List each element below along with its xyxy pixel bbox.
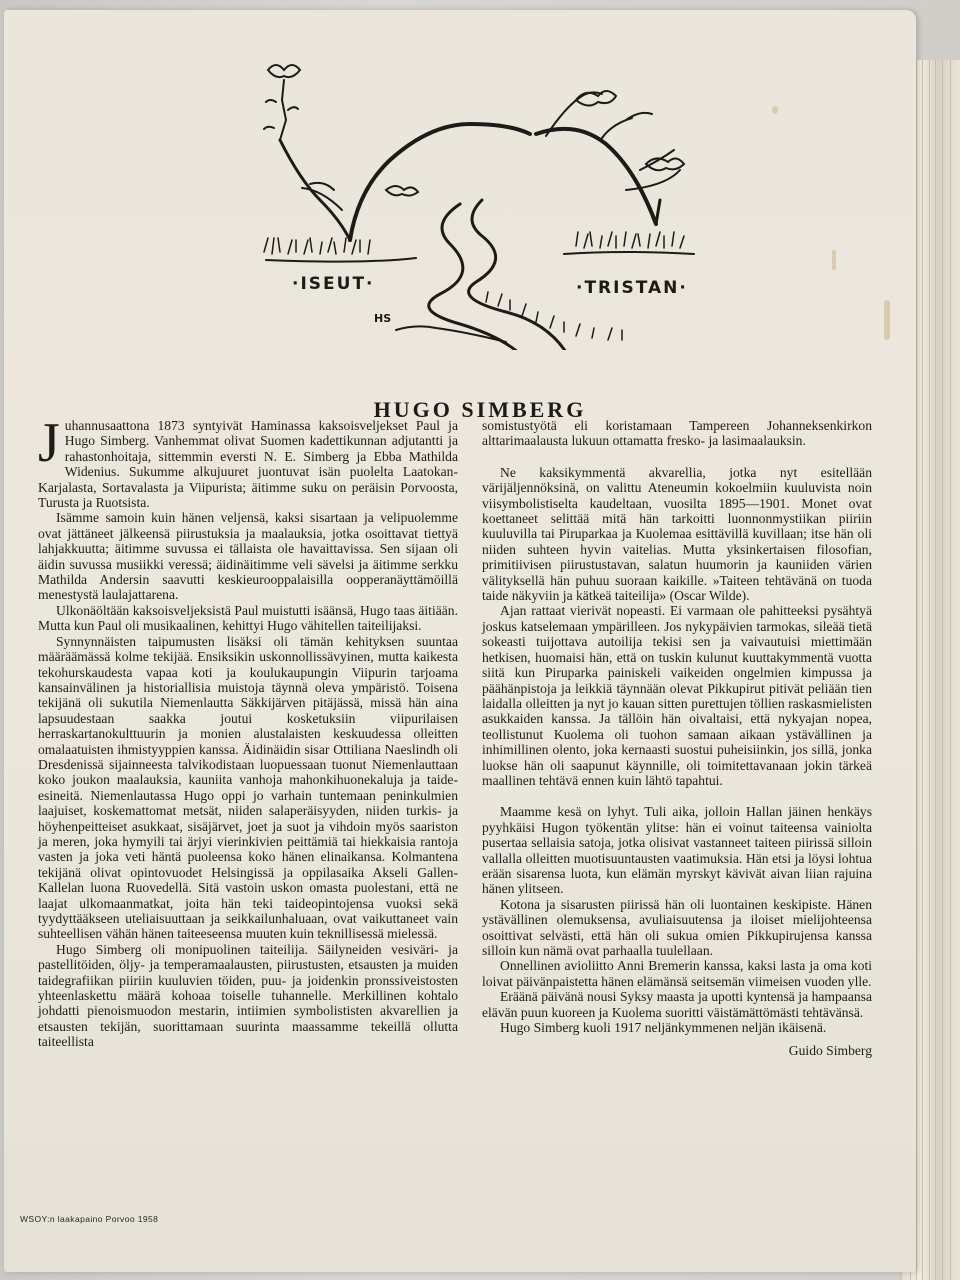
- illustration-label-iseut: ·ISEUT·: [292, 274, 375, 294]
- paragraph: Ne kaksikymmentä akvarellia, jotka nyt esitellään värijäljennöksinä, on valittu Ateneumin kokoelmiin kuuluvista noin viisymbolistiselta kaudeltaan, vuosilta 1895—1901. Monet ovat koettaneet selittää mitä hän tarkoitti luonnonmystiikan piiriin kuuluvilla tai Piruparkaa ja Kuolemaa esittävillä kuvillaan; itse hän oli niiden suhteen hyvin vaitelias. Mutta yksinkertaisen filosofian, primitiivisen piirustustavan, salatun huumorin ja kauniiden värien välityksellä hän puhuu suoraan kaikille. »Taiteen tehtävänä on tuoda taide näkyviin ja kätkeä taiteilija» (Oscar Wilde).: [482, 464, 872, 604]
- author-signature: Guido Simberg: [788, 1043, 872, 1059]
- illustration-drawing: [246, 40, 714, 350]
- illustration-monogram: HS: [374, 312, 392, 325]
- printer-colophon: WSOY:n laakapaino Porvoo 1958: [20, 1214, 159, 1224]
- tristan-iseut-illustration: [246, 40, 714, 350]
- page-title: HUGO SIMBERG: [373, 396, 587, 422]
- paragraph: Kotona ja sisarusten piirissä hän oli luontainen keskipiste. Hänen ystävällinen olemuksensa, avuliaisuutensa ja iloiset mielijohteensa osoittivat selvästi, että hän oli sukua omien Pikkupirujensa kanssa silloin kun nämä ovat parhaalla tuulellaan.: [482, 896, 872, 958]
- paragraph: Ajan rattaat vierivät nopeasti. Ei varmaan ole pahitteeksi pysähtyä joskus katselemaan ympärilleen. Jos nykypäivien tarmokas, sileää tietä sokeasti tuijottava autoilija tekisi sen ja vaivautuisi miettimään hetkisen, huomaisi hän, että on tuskin kulunut kuuttakymmentä vuotta siitä kun Piruparka painiskeli vaikeiden ongelmien kimpussa ja päähänpistoja ja leikkiä täynnään olevat Pikkupirut pitivät peliään tien laidalla olleitten ja nyt jo kauan sitten purettujen töllien raskasmielisten asukkaiden kanssa. Ja tällöin hän oivaltaisi, että nykyajan nopea, teollistunut Kuolema oli tuohon samaan aikaan ystävällinen ja inhimillinen olento, joka kernaasti suostui puheisiinkin, jos sillä, jonka luokse hän oli saapunut käynnille, oli toimitettavanaan jokin tärkeä maallinen tehtävä ennen kuin lähtö tapahtui.: [482, 603, 872, 788]
- article-column-right: [482, 418, 872, 1059]
- illustration-label-tristan: ·TRISTAN·: [576, 278, 688, 298]
- paragraph: Isämme samoin kuin hänen veljensä, kaksi sisartaan ja velipuolemme ovat jättäneet jälkeensä piirustuksia ja maalauksia, jotka osoittavat tiettyä lahjakkuutta; äitimme suvussa ei tällaista ole havaittavissa. Sen sijaan oli äidin suvussa musiikki veressä; äidinäitimme veli sävelsi ja äitimme serkku Mathilda Andersin saavutti keskieurooppalaisilla oopperanäyttämöillä menestystä laulajattarena.: [38, 510, 458, 603]
- paragraph: Synnynnäisten taipumusten lisäksi oli tämän kehityksen suuntaa määräämässä kolme tekijää. Ensiksikin uskonnollissävyinen, mutta kaikesta tekohurskaudesta vapaa koti ja koulukaupungin Viipurin tarjoama kansainvälinen ja historiallisia muistoja täynnä oleva ympäristö. Toisena tekijänä oli sukutila Niemenlautta Säkkijärven pitäjässä, missä hän aina lapsuudestaan saakka joutui kosketuksiin viipurilaisen herraskartanokulttuurin ja monien alustalaisten keskuudessa olleitten omalaatuisten ihmistyyppien kanssa. Äidinäidin sisar Ottiliana Naeslindh oli Dresdenissä sijainneesta talvikodistaan luopuessaan tuonut Niemenlauttaan koko joukon maalauksia, kauniita vanhoja mahonkihuonekaluja ja taide-esineitä. Niemenlautassa Hugo oppi jo varhain tuntemaan peninkulmien laajuiset, koskemattomat metsät, niiden salaperäisyyden, niiden turkis- ja höyhenpeitteiset asukkaat, sisäjärvet, joet ja suot ja vihdoin myös saariston ja meren, joka hymyili tai ärjyi vierinkivien peittämiä tai hiekkaisia rantoja vasten ja joka veti häntä puoleensa koko hänen elinaikansa. Kolmantena tekijänä olivat opintovuodet Helsingissä ja oppilasaika Akseli Gallen-Kallelan luona Ruovedellä. Sitä vastoin uskon omasta puolestani, että ne laajat ulkomaanmatkat, joita hän teki taideopintojensa vuoksi sekä tyydyttääkseen uteliaisuuttaan ja seikkailunhaluaan, ovat vaikuttaneet vain suhteellisen vähän hänen taiteeseensa muuten kuin teknillisessä mielessä.: [38, 633, 458, 942]
- article-column-left: [38, 412, 458, 1050]
- drop-cap: J: [38, 412, 60, 474]
- paragraph: somistustyötä eli koristamaan Tampereen Johanneksenkirkon alttarimaalausta lukuun ottamatta fresko- ja lasimaalauksin.: [482, 418, 872, 449]
- paragraph: Hugo Simberg oli monipuolinen taiteilija. Säilyneiden vesiväri- ja pastellitöiden, öljy- ja temperamaalausten, piirustusten, etsausten ja muiden taidegrafiikan piiriin kuuluvien töiden, puu- ja joidenkin pronssiveistosten yhteenlaskettu määrä kohoaa toiselle tuhannelle. Merkillinen kohtalo johdatti pienoismuodon mestarin, intiimien symbolististen akvarellien ja etsausten tekijän, suorittamaan suurinta maassamme tekeillä ollutta taiteellista: [38, 941, 458, 1050]
- paragraph: Maamme kesä on lyhyt. Tuli aika, jolloin Hallan jäinen henkäys pyyhkäisi Hugon työkentän ylitse: hän ei voinut taiteensa vainiolta pusertaa sellaisia satoja, jotka olisivat vastanneet taiteen piirissä silloin vallalla olleitten muotisuuntausten vaatimuksia. Hän etsi ja löysi lohtua erään sisarensa luota, kun elämän myrskyt kävivät aivan liian rajuina hänen ylitseen.: [482, 804, 872, 897]
- paragraph-intro: Juhannusaattona 1873 syntyivät Haminassa kaksoisveljekset Paul ja Hugo Simberg. Vanhemmat olivat Suomen kadettikunnan adjutantti ja rahastonhoitaja, sittemmin eversti N. E. Simberg ja Ebba Mathilda Widenius. Sukumme alkujuuret juontuvat isän puolelta Laatokan-Karjalasta, Sortavalasta ja Viipurista; äitimme suku on peräisin Porvoosta, Turusta ja Ruotsista.: [38, 412, 458, 511]
- paragraph: Eräänä päivänä nousi Syksy maasta ja upotti kyntensä ja hampaansa elävän puun kuoreen ja Kuolema suoritti väistämättömästi tehtävänsä.: [482, 989, 872, 1020]
- paragraph: Ulkonäöltään kaksoisveljeksistä Paul muistutti isäänsä, Hugo taas äitiään. Mutta kun Paul oli musikaalinen, kehittyi Hugo vähitellen taiteilijaksi.: [38, 602, 458, 634]
- paragraph: Onnellinen avioliitto Anni Bremerin kanssa, kaksi lasta ja oma koti loivat päivänpaistetta hänen elämänsä seitsemän viimeisen vuoden ylle.: [482, 958, 872, 989]
- paragraph: Hugo Simberg kuoli 1917 neljänkymmenen neljän ikäisenä.: [500, 1020, 827, 1036]
